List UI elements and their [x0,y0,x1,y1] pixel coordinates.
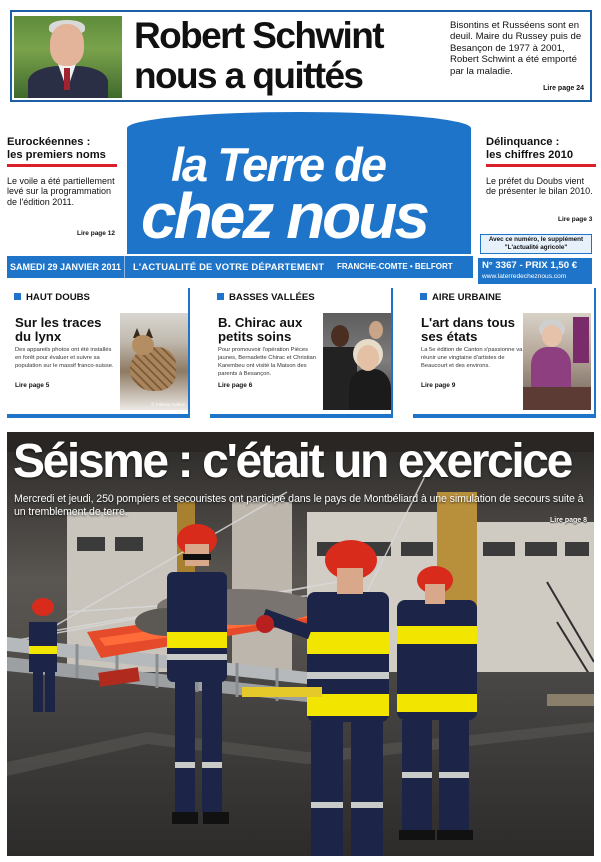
section-title[interactable]: B. Chirac aux petits soins [218,315,303,344]
chirac-karembeu-photo [323,313,391,410]
masthead-region: FRANCHE-COMTE • BELFORT [337,262,453,271]
supplement-line1: Avec ce numéro, le supplément [488,236,584,243]
section-basses-vallees[interactable] [210,288,393,418]
square-bullet-icon [217,293,224,300]
brief-read-more[interactable]: Lire page 12 [77,230,115,237]
brief-title-line1: Eurockéennes : [7,136,91,148]
masthead-logo[interactable] [127,112,471,254]
supplement-line2: "L'actualité agricole" [504,244,568,251]
section-aire-urbaine[interactable] [413,288,596,418]
square-bullet-icon [14,293,21,300]
square-bullet-icon [420,293,427,300]
robert-schwint-photo [14,16,122,98]
banner-text: Bisontins et Russéens sont en deuil. Maire du Russey puis de Besançon de 1977 à 2001, Robert Schwint a été emporté par la maladie. [450,20,582,77]
section-text: Des appareils photos ont été installés en forêt pour évaluer et suivre sa population sur le massif franco-suisse. [15,347,114,369]
brief-title-line1: Délinquance : [486,136,560,148]
section-label: HAUT DOUBS [7,290,188,306]
main-story[interactable] [7,432,594,856]
brief-title-line2: les chiffres 2010 [486,149,574,161]
logo-line2: chez nous [141,180,427,252]
issue-date: SAMEDI 29 JANVIER 2011 [7,256,125,278]
section-title[interactable]: L'art dans tous ses états [421,315,515,344]
brief-read-more[interactable]: Lire page 3 [558,216,593,223]
artist-photo [523,313,591,410]
brief-title-line2: les premiers noms [7,149,106,161]
brief-title[interactable] [7,136,117,167]
section-label: BASSES VALLÉES [210,290,391,306]
brief-title[interactable] [486,136,596,167]
section-label: AIRE URBAINE [413,290,594,306]
top-banner[interactable] [10,10,592,102]
section-title[interactable]: Sur les traces du lynx [15,315,102,344]
website-link[interactable]: www.laterredecheznous.com [482,273,567,280]
section-text: Pour promouvoir l'opération Pièces jaunes, Bernadette Chirac et Christian Karembeu ont visité la Maison des parents à Besançon. [218,347,316,377]
photo-credit: © Fabrice Cahez [151,402,185,407]
logo-line1: la Terre de [171,138,385,191]
brief-text: Le préfet du Doubs vient de présenter le bilan 2010. [486,176,593,197]
issue-number-price: N° 3367 - PRIX 1,50 € [482,260,578,271]
brief-text: Le voile a été partiellement levé sur la programmation de l'édition 2011. [7,176,115,207]
section-haut-doubs[interactable] [7,288,190,418]
main-text: Mercredi et jeudi, 250 pompiers et secouristes ont participé dans le pays de Montbéliard à une simulation de secours suite à un tremblement de terre. [14,493,584,518]
section-read-more[interactable]: Lire page 9 [421,382,456,389]
banner-read-more[interactable]: Lire page 24 [543,85,584,92]
main-headline[interactable]: Séisme : c'était un exercice [13,435,571,488]
brief-eurockeennes[interactable] [7,136,117,237]
main-read-more[interactable]: Lire page 8 [550,517,587,524]
masthead-tagline: L'ACTUALITÉ DE VOTRE DÉPARTEMENT [133,261,325,272]
issue-box [478,258,592,284]
section-text: La 5e édition de Canton s'passionne va réunir une vingtaine d'artistes de Beaucourt et des environs. [421,347,523,369]
section-read-more[interactable]: Lire page 6 [218,382,253,389]
banner-headline[interactable]: Robert Schwint nous a quittés [134,15,383,96]
section-read-more[interactable]: Lire page 5 [15,382,50,389]
brief-delinquance[interactable] [486,136,596,223]
masthead-strip [7,256,473,278]
lynx-photo [120,313,188,410]
supplement-notice [480,234,592,254]
